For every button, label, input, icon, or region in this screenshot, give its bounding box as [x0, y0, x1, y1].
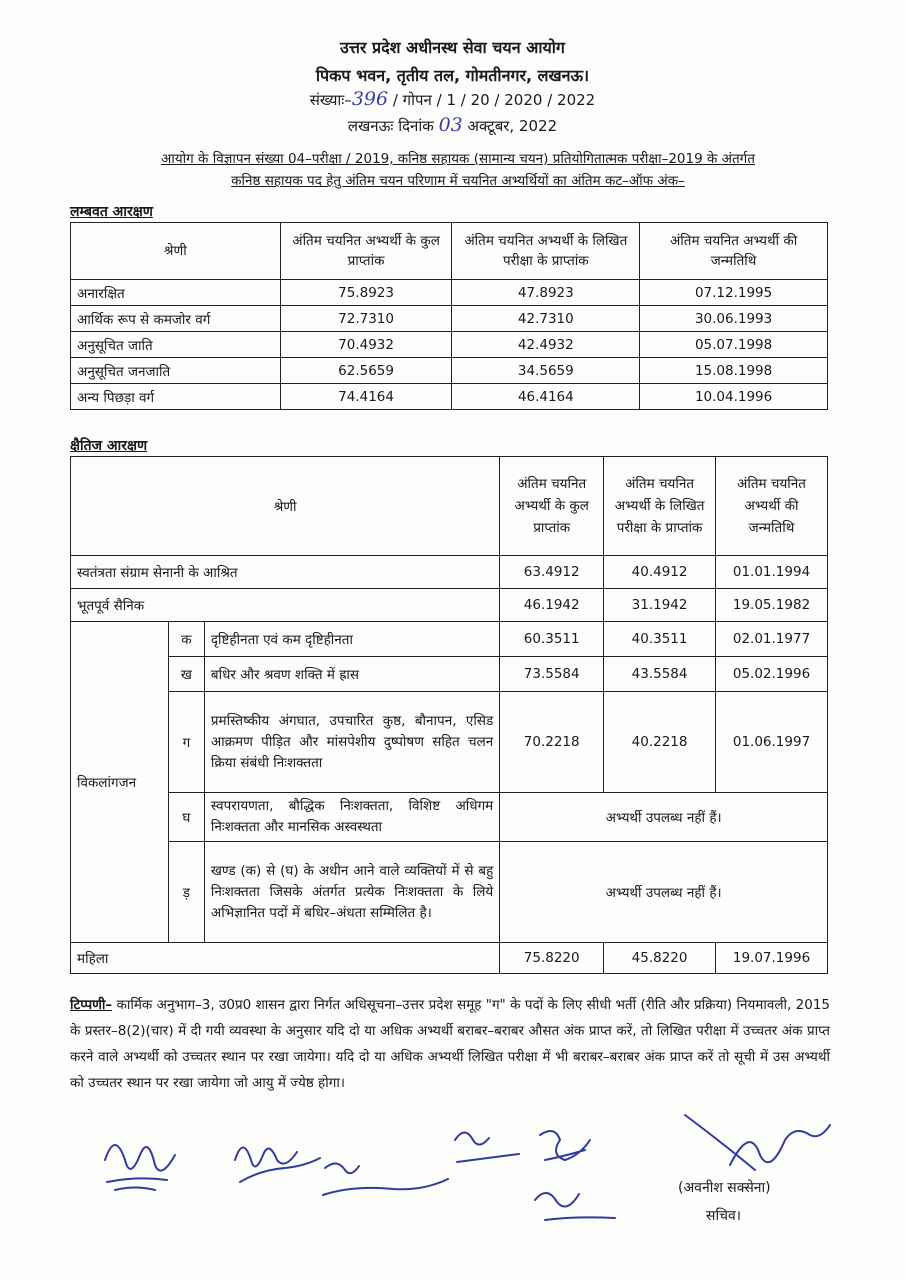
table-header-row	[71, 457, 828, 556]
dob-cell: 19.07.1996	[716, 943, 828, 974]
signature-2-stroke	[235, 1148, 297, 1167]
table-row	[71, 589, 828, 622]
date-prefix: लखनऊः दिनांक	[347, 117, 434, 135]
reference-prefix: संख्याः–	[309, 91, 352, 109]
handwritten-signatures	[95, 1120, 655, 1260]
total-cell: 72.7310	[280, 306, 452, 332]
written-cell: 43.5584	[604, 657, 716, 692]
table-row	[71, 943, 828, 974]
total-cell: 63.4912	[500, 556, 604, 589]
disabled-category-cell: विकलांगजन	[71, 622, 169, 943]
vertical-reservation-title: लम्बवत आरक्षण	[70, 204, 153, 220]
header-total-marks: अंतिम चयनित अभ्यर्थी के कुल प्राप्तांक	[280, 223, 452, 280]
dob-cell: 10.04.1996	[640, 384, 828, 410]
horizontal-reservation-title: क्षैतिज आरक्षण	[70, 438, 148, 454]
category-cell: भूतपूर्व सैनिक	[71, 589, 500, 622]
dob-cell: 07.12.1995	[640, 280, 828, 306]
dob-cell: 01.01.1994	[716, 556, 828, 589]
header-category: श्रेणी	[71, 457, 500, 556]
table-header-row	[71, 223, 828, 280]
written-cell: 40.3511	[604, 622, 716, 657]
written-cell: 42.7310	[452, 306, 640, 332]
total-cell: 75.8923	[280, 280, 452, 306]
total-cell: 62.5659	[280, 358, 452, 384]
date-line	[0, 114, 905, 136]
dob-cell: 01.06.1997	[716, 692, 828, 793]
category-cell: आर्थिक रूप से कमजोर वर्ग	[71, 306, 281, 332]
total-cell: 73.5584	[500, 657, 604, 692]
signatory-designation: सचिव।	[706, 1208, 742, 1224]
subject-block	[68, 148, 848, 192]
dob-cell: 02.01.1977	[716, 622, 828, 657]
table-row	[71, 842, 828, 943]
table-row	[71, 622, 828, 657]
table-row	[71, 692, 828, 793]
header-written-marks: अंतिम चयनित अभ्यर्थी के लिखित परीक्षा के प्राप्तांक	[604, 457, 716, 556]
subcategory-desc: प्रमस्तिष्कीय अंगघात, उपचारित कुष्ठ, बौनापन, एसिड आक्रमण पीड़ित और मांसपेशीय दुष्पोषण सहित चलन क्रिया संबंधी निःशक्तता	[204, 692, 499, 793]
note-label: टिप्पणी–	[70, 997, 113, 1013]
note-paragraph	[70, 992, 830, 1096]
subcategory-desc: बधिर और श्रवण शक्ति में ह्रास	[204, 657, 499, 692]
header-written-marks: अंतिम चयनित अभ्यर्थी के लिखित परीक्षा के प्राप्तांक	[452, 223, 640, 280]
subcategory-code: ग	[168, 692, 204, 793]
category-cell: अनारक्षित	[71, 280, 281, 306]
total-cell: 70.4932	[280, 332, 452, 358]
header-total-marks: अंतिम चयनित अभ्यर्थी के कुल प्राप्तांक	[500, 457, 604, 556]
subcategory-code: घ	[168, 793, 204, 842]
category-cell: महिला	[71, 943, 500, 974]
table-row	[71, 358, 828, 384]
vertical-reservation-table	[70, 222, 828, 410]
date-day: 03	[438, 114, 463, 136]
written-cell: 42.4932	[452, 332, 640, 358]
table-row	[71, 332, 828, 358]
subject-line-1: आयोग के विज्ञापन संख्या 04–परीक्षा / 2019, कनिष्ठ सहायक (सामान्य चयन) प्रतियोगितात्मक परीक्षा–2019 के अंतर्गत	[161, 151, 755, 167]
table-row	[71, 556, 828, 589]
dob-cell: 30.06.1993	[640, 306, 828, 332]
subcategory-desc: खण्ड (क) से (घ) के अधीन आने वाले व्यक्तियों में से बहु निःशक्तता जिसके अंतर्गत प्रत्येक निःशक्तता के लिये अभिज्ञानित पदों में बधिर–अंधता सम्मिलित है।	[204, 842, 499, 943]
signature-1-date	[107, 1178, 167, 1190]
commission-address: पिकप भवन, तृतीय तल, गोमतीनगर, लखनऊ।	[315, 66, 590, 85]
category-cell: अन्य पिछड़ा वर्ग	[71, 384, 281, 410]
header-dob: अंतिम चयनित अभ्यर्थी की जन्मतिथि	[640, 223, 828, 280]
written-cell: 34.5659	[452, 358, 640, 384]
total-cell: 74.4164	[280, 384, 452, 410]
category-cell: अनुसूचित जाति	[71, 332, 281, 358]
reference-number: 396	[351, 88, 389, 110]
reference-suffix: / गोपन / 1 / 20 / 2020 / 2022	[392, 91, 596, 109]
written-cell: 47.8923	[452, 280, 640, 306]
secretary-signature	[675, 1105, 835, 1185]
written-cell: 40.4912	[604, 556, 716, 589]
table-row	[71, 306, 828, 332]
header-category: श्रेणी	[71, 223, 281, 280]
signature-4-stroke	[455, 1133, 519, 1163]
subcategory-code: ड़	[168, 842, 204, 943]
signature-3-date	[323, 1179, 448, 1195]
not-available-cell: अभ्यर्थी उपलब्ध नहीं हैं।	[500, 842, 828, 943]
dob-cell: 15.08.1998	[640, 358, 828, 384]
horizontal-reservation-table	[70, 456, 828, 974]
subcategory-code: ख	[168, 657, 204, 692]
written-cell: 40.2218	[604, 692, 716, 793]
subcategory-desc: स्वपरायणता, बौद्धिक निःशक्तता, विशिष्ट अधिगम निःशक्तता और मानसिक अस्वस्थता	[204, 793, 499, 842]
subcategory-desc: दृष्टिहीनता एवं कम दृष्टिहीनता	[204, 622, 499, 657]
total-cell: 46.1942	[500, 589, 604, 622]
written-cell: 31.1942	[604, 589, 716, 622]
dob-cell: 05.07.1998	[640, 332, 828, 358]
table-row	[71, 793, 828, 842]
signature-1-stroke	[105, 1145, 175, 1171]
written-cell: 46.4164	[452, 384, 640, 410]
signature-6-stroke	[535, 1193, 615, 1220]
date-suffix: अक्टूबर, 2022	[467, 117, 558, 135]
table-row	[71, 280, 828, 306]
commission-name: उत्तर प्रदेश अधीनस्थ सेवा चयन आयोग	[340, 38, 565, 57]
signature-3-stroke	[325, 1163, 359, 1173]
total-cell: 70.2218	[500, 692, 604, 793]
dob-cell: 05.02.1996	[716, 657, 828, 692]
total-cell: 75.8220	[500, 943, 604, 974]
table-row	[71, 657, 828, 692]
reference-line	[0, 88, 905, 110]
not-available-cell: अभ्यर्थी उपलब्ध नहीं हैं।	[500, 793, 828, 842]
subject-line-2: कनिष्ठ सहायक पद हेतु अंतिम चयन परिणाम में चयनित अभ्यर्थियों का अंतिम कट–ऑफ अंक–	[231, 173, 685, 189]
signature-5-stroke	[540, 1131, 590, 1160]
subcategory-code: क	[168, 622, 204, 657]
category-cell: अनुसूचित जनजाति	[71, 358, 281, 384]
category-cell: स्वतंत्रता संग्राम सेनानी के आश्रित	[71, 556, 500, 589]
total-cell: 60.3511	[500, 622, 604, 657]
note-text: कार्मिक अनुभाग–3, उ0प्र0 शासन द्वारा निर्गत अधिसूचना–उत्तर प्रदेश समूह "ग" के पदों के लिए सीधी भर्ती (रीति और प्रक्रिया) नियमावली, 2015 के प्रस्तर–8(2)(चार) में दी गयी व्यवस्था के अनुसार यदि दो या अधिक अभ्यर्थी बराबर–बराबर औसत अंक प्राप्त करें, तो लिखित परीक्षा में उच्चतर अंक प्राप्त करने वाले अभ्यर्थी को उच्चतर स्थान पर रखा जायेगा। यदि दो या अधिक अभ्यर्थी लिखित परीक्षा में भी बराबर–बराबर अंक प्राप्त करें तो सूची में उस अभ्यर्थी को उच्चतर स्थान पर रखा जायेगा जो आयु में ज्येष्ठ होगा।	[70, 997, 830, 1091]
written-cell: 45.8220	[604, 943, 716, 974]
dob-cell: 19.05.1982	[716, 589, 828, 622]
header-dob: अंतिम चयनित अभ्यर्थी की जन्मतिथि	[716, 457, 828, 556]
table-row	[71, 384, 828, 410]
signatory-name: (अवनीश सक्सेना)	[678, 1180, 771, 1196]
